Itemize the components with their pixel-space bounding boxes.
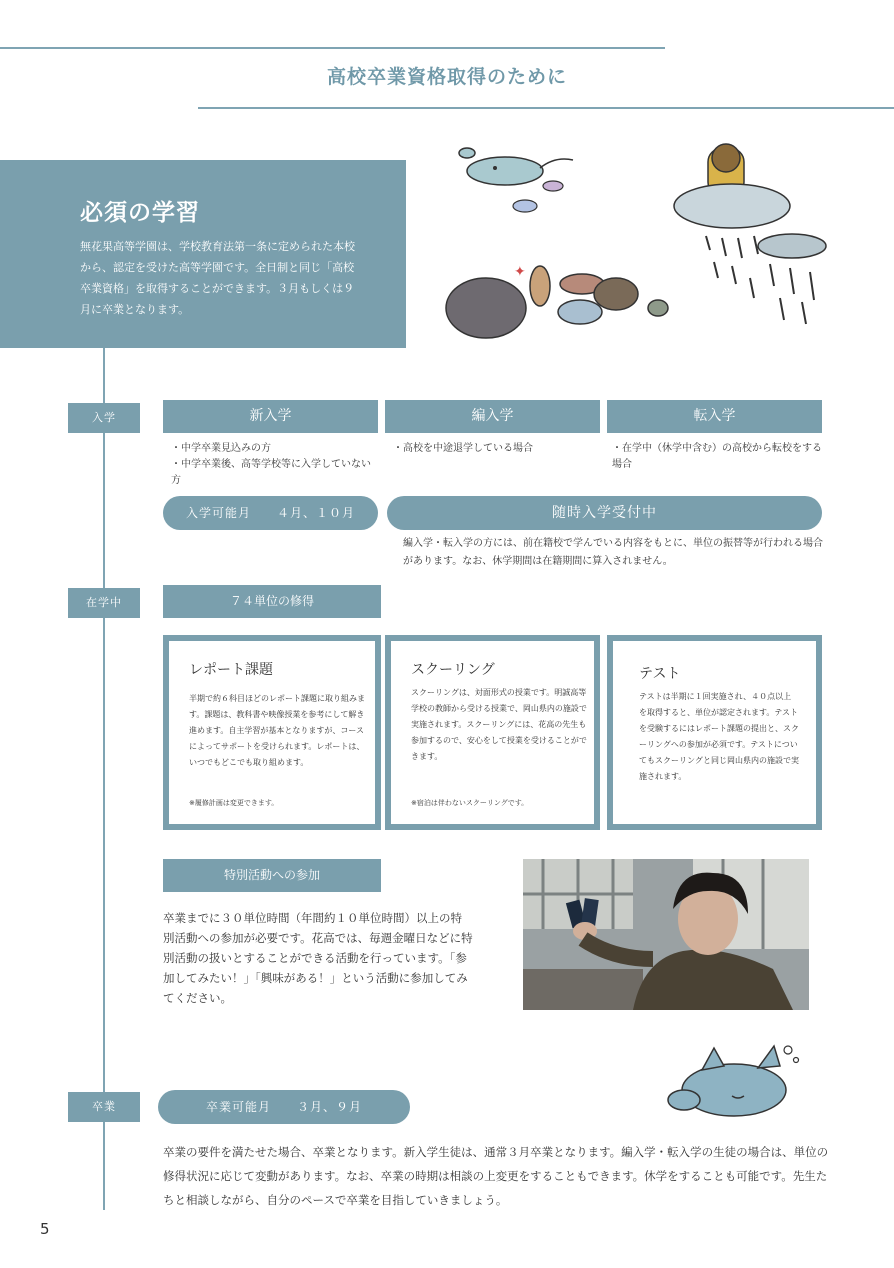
admission-type-new: 新入学 (163, 400, 378, 433)
card-schooling (385, 635, 600, 830)
stage-tag-enrolled: 在学中 (68, 588, 140, 618)
sleeping-dragon-illustration (662, 1040, 802, 1122)
admission-reentry-note: ・高校を中途退学している場合 (393, 443, 533, 454)
admission-transfer-note: ・在学中（休学中含む）の高校から転校をする場合 (612, 443, 822, 470)
graduation-text: 卒業の要件を満たせた場合、卒業となります。新入学生徒は、通常３月卒業となります。編入学・転入学の生徒の場合は、単位の修得状況に応じて変動があります。なお、卒業の時期は相談の上変更をすることもできます。休学をすることも可能です。先生たちと相談しながら、自分のペースで卒業を目指していきましょう。 (163, 1145, 829, 1207)
card-report-text: 半期で約６科目ほどのレポート課題に取り組みます。課題は、教科書や映像授業を参考にして解き進めます。自主学習が基本となりますが、コースによってサポートを受けられます。レポートは、いつでもどこでも取り組めます。 (189, 694, 365, 767)
card-report-note: ※履修計画は変更できます。 (189, 799, 279, 807)
header-rule-top (0, 47, 665, 49)
admission-months-pill: 入学可能月 ４月、１０月 (163, 496, 378, 530)
cloud-rain-illustration (670, 138, 835, 328)
card-schooling-title: スクーリング (411, 662, 495, 678)
resting-animals-illustration (444, 258, 679, 348)
admission-type-transfer: 転入学 (607, 400, 822, 433)
page-number: 5 (40, 1220, 50, 1238)
card-report-title: レポート課題 (189, 662, 273, 678)
svg-text:✦: ✦ (514, 264, 526, 280)
stage-tag-entry: 入学 (68, 403, 140, 433)
graduation-months-pill: 卒業可能月 ３月、９月 (158, 1090, 410, 1124)
stage-tag-graduation: 卒業 (68, 1092, 140, 1122)
card-schooling-text: スクーリングは、対面形式の授業です。明誠高等学校の教師から受ける授業で、岡山県内の施設で実施されます。スクーリングには、花高の先生も参加するので、安心をして授業を受けることができます。 (411, 688, 587, 761)
flying-creatures-illustration (455, 138, 585, 218)
admission-new-note-1: ・中学卒業見込みの方 (171, 443, 271, 454)
card-test-text: テストは半期に１回実施され、４０点以上を取得すると、単位が認定されます。テストを受験するにはレポート課題の提出と、スクーリングへの参加が必須です。テストについてもスクーリングと同じ岡山県内の施設で実施されます。 (639, 692, 799, 781)
card-report (163, 635, 381, 830)
header-rule-bottom (198, 107, 894, 109)
admission-new-note-2: ・中学卒業後、高等学校等に入学していない方 (171, 459, 371, 486)
hero-heading: 必須の学習 (80, 200, 200, 226)
timeline-line (103, 348, 105, 1210)
page-title: 高校卒業資格取得のために (326, 66, 567, 88)
card-test-title: テスト (639, 666, 681, 682)
rolling-admission-pill: 随時入学受付中 (387, 496, 822, 530)
rolling-admission-note: 編入学・転入学の方には、前在籍校で学んでいる内容をもとに、単位の振替等が行われる場合があります。なお、休学期間は在籍期間に算入されません。 (403, 538, 823, 567)
hero-block (0, 160, 406, 348)
card-schooling-note: ※宿泊は伴わないスクーリングです。 (411, 799, 529, 807)
hero-text: 無花果高等学園は、学校教育法第一条に定められた本校から、認定を受けた高等学園です。全日制と同じ「高校卒業資格」を取得することができます。３月もしくは９月に卒業となります。 (80, 240, 355, 316)
special-activities-text: 卒業までに３０単位時間（年間約１０単位時間）以上の特別活動への参加が必要です。花高では、毎週金曜日などに特別活動の扱いとすることができる活動を行っています。「参加してみたい！」「興味がある！」という活動に参加してみてください。 (163, 911, 473, 1005)
credits-head: ７４単位の修得 (163, 585, 381, 618)
card-test (607, 635, 822, 830)
student-photo (523, 859, 809, 1010)
admission-type-reentry: 編入学 (385, 400, 600, 433)
special-activities-head: 特別活動への参加 (163, 859, 381, 892)
